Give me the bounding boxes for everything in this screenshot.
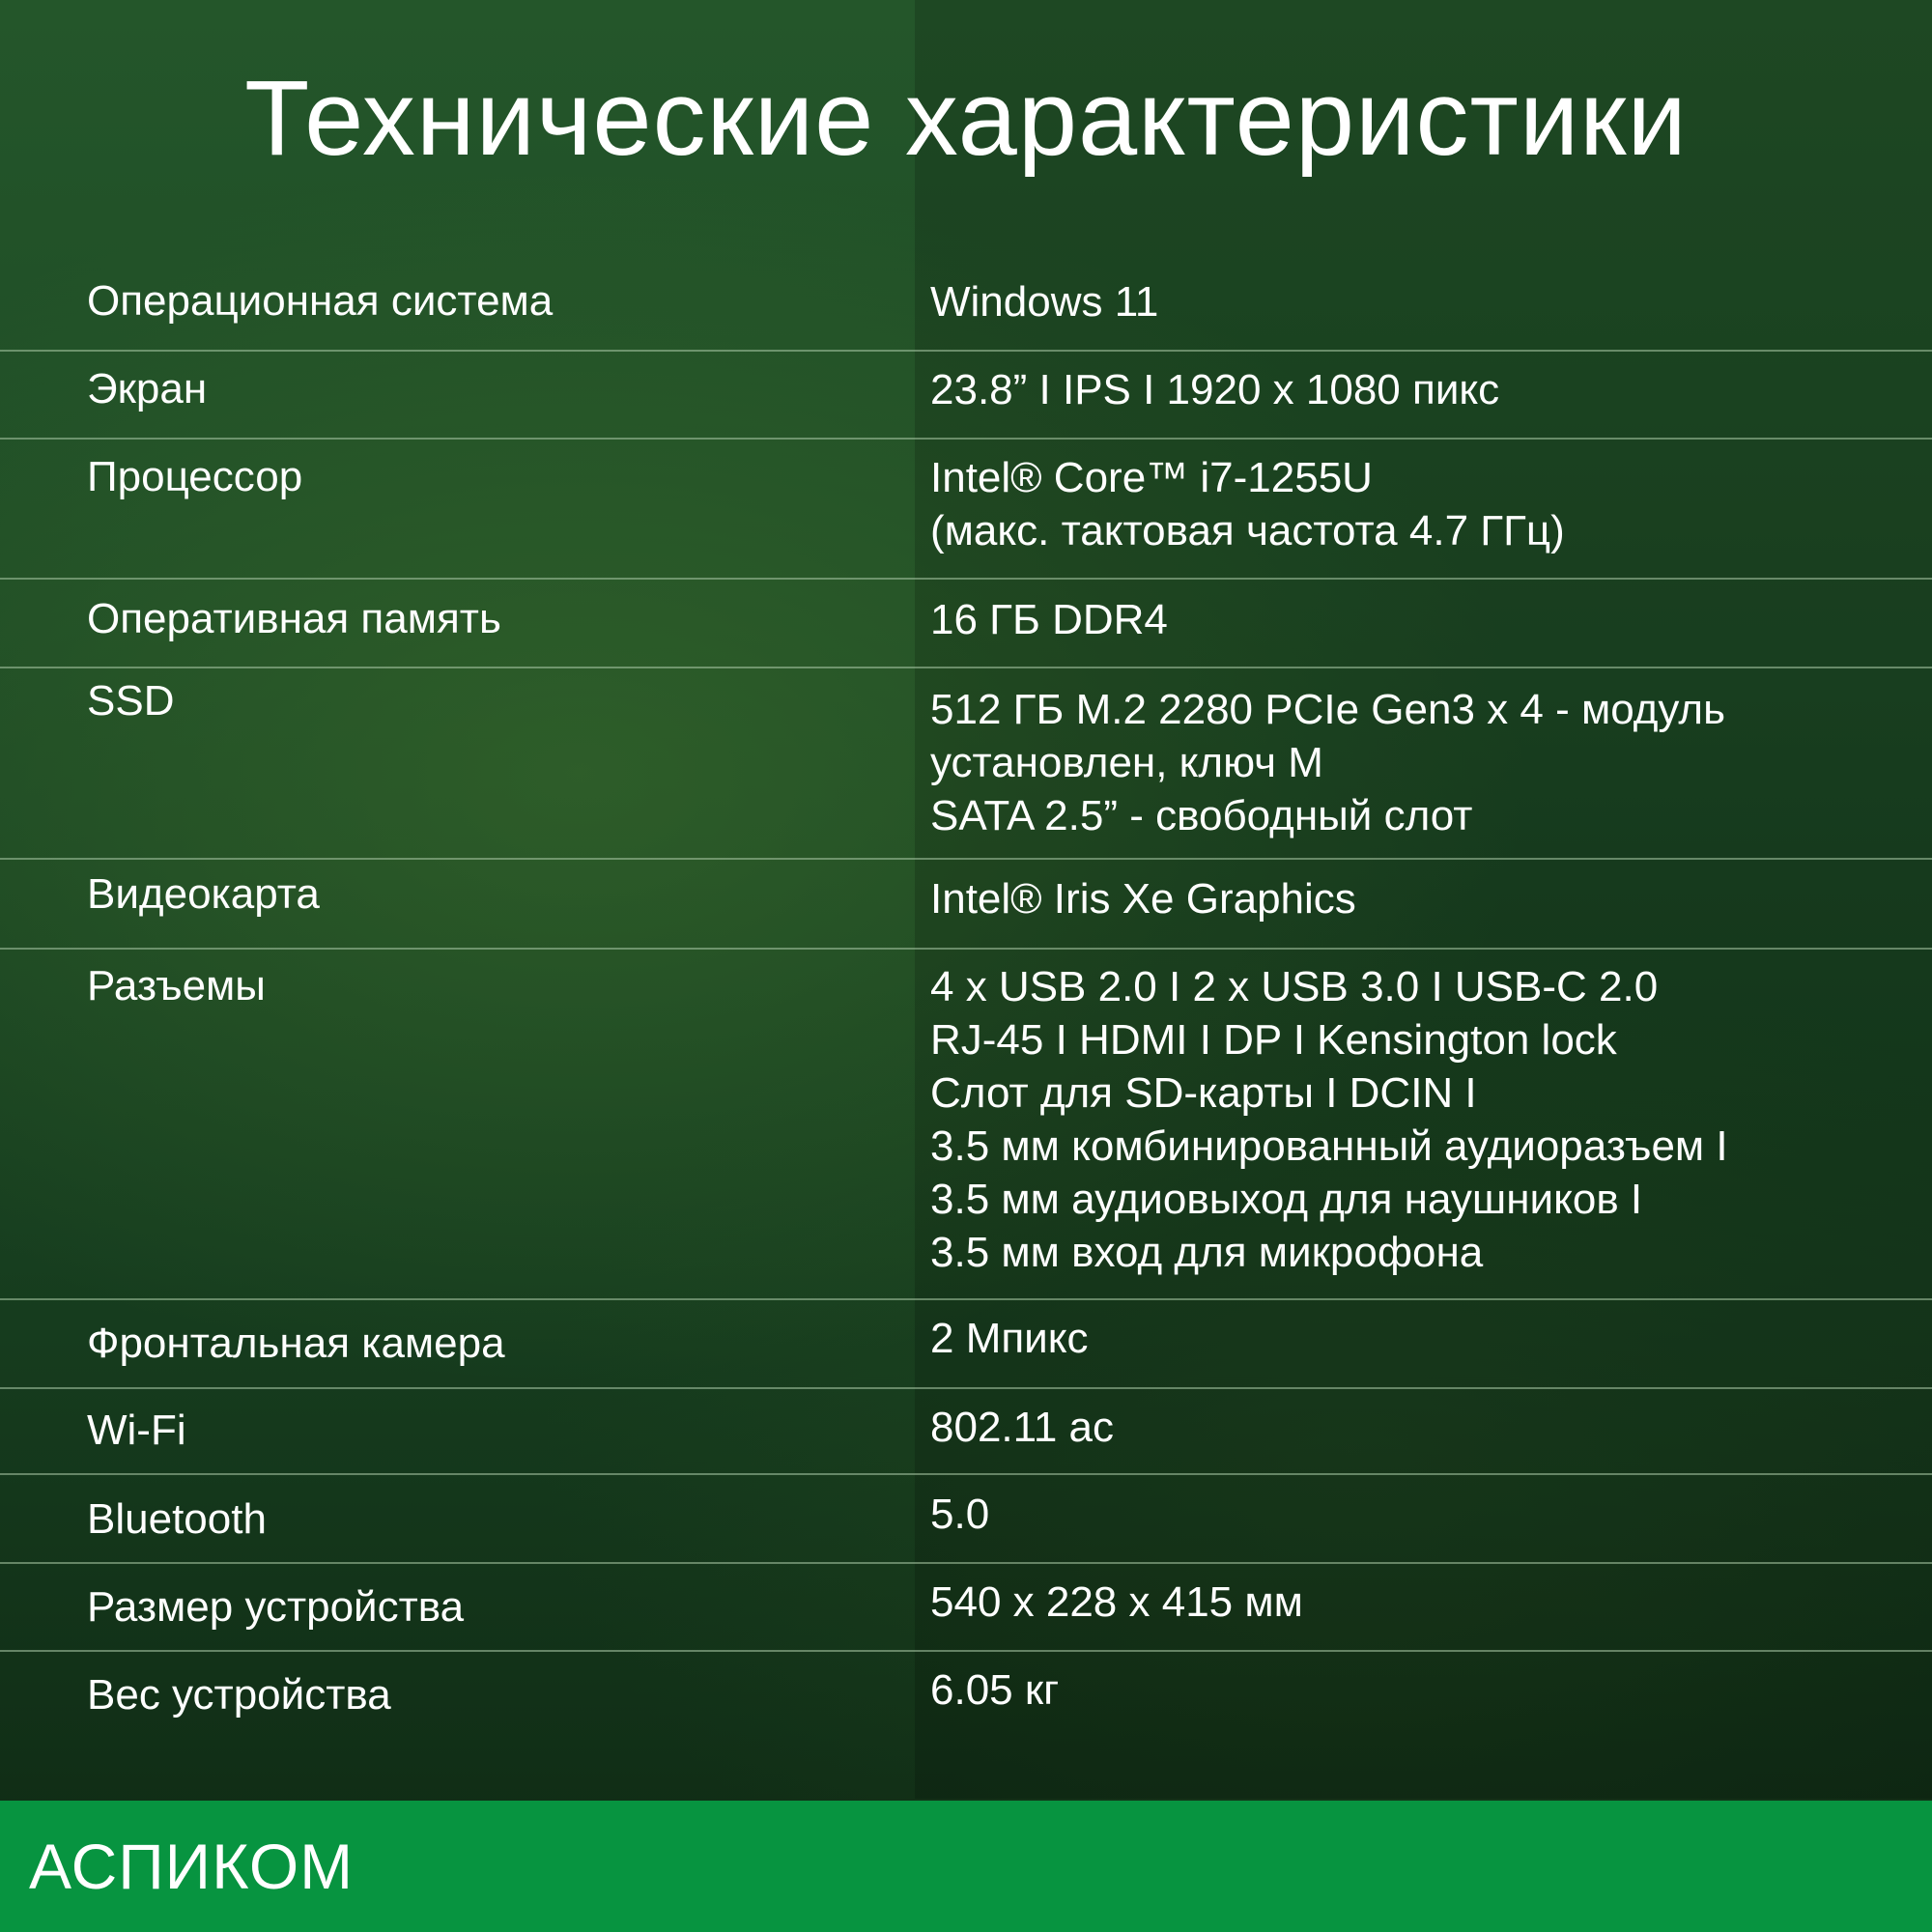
spec-value-line: 3.5 мм комбинированный аудиоразъем I [930, 1122, 1728, 1170]
spec-value-line: Слот для SD-карты I DCIN I [930, 1069, 1477, 1117]
spec-value-line: 6.05 кг [930, 1666, 1060, 1714]
spec-value-line: 2 Мпикс [930, 1315, 1089, 1362]
spec-value [930, 1401, 1114, 1454]
spec-value [930, 872, 1356, 925]
footer-bar [0, 1801, 1932, 1932]
spec-value-line: 5.0 [930, 1491, 990, 1538]
spec-value-line: установлен, ключ M [930, 739, 1323, 786]
spec-label: Bluetooth [87, 1495, 267, 1543]
spec-value-line: 16 ГБ DDR4 [930, 596, 1168, 643]
spec-value [930, 683, 1725, 842]
spec-value-line: 4 x USB 2.0 I 2 x USB 3.0 I USB-C 2.0 [930, 963, 1659, 1010]
spec-value [930, 1488, 989, 1541]
spec-label: Экран [87, 365, 208, 412]
spec-label: Размер устройства [87, 1583, 465, 1631]
spec-label: Операционная система [87, 277, 554, 325]
spec-value-line: 512 ГБ M.2 2280 PCIe Gen3 x 4 - модуль [930, 686, 1726, 733]
spec-label: Видеокарта [87, 870, 320, 918]
row-divider [0, 858, 1932, 860]
row-divider [0, 1298, 1932, 1300]
spec-value [930, 451, 1565, 557]
row-divider [0, 948, 1932, 950]
spec-value-line: 3.5 мм вход для микрофона [930, 1229, 1484, 1276]
spec-label: Wi-Fi [87, 1406, 186, 1454]
row-divider [0, 1473, 1932, 1475]
spec-value [930, 593, 1168, 646]
row-divider [0, 438, 1932, 440]
spec-label: SSD [87, 677, 175, 724]
row-divider [0, 350, 1932, 352]
spec-value [930, 275, 1158, 328]
spec-value-line: Intel® Iris Xe Graphics [930, 875, 1356, 923]
brand-logo-text: АСПИКОМ [29, 1831, 355, 1902]
spec-value [930, 1312, 1089, 1365]
page-title: Технические характеристики [244, 59, 1688, 178]
spec-value-line: 3.5 мм аудиовыход для наушников I [930, 1176, 1643, 1223]
row-divider [0, 1387, 1932, 1389]
spec-value-line: Intel® Core™ i7-1255U [930, 454, 1373, 501]
spec-value [930, 1576, 1303, 1629]
row-divider [0, 578, 1932, 580]
spec-label: Вес устройства [87, 1671, 391, 1719]
spec-label: Разъемы [87, 962, 266, 1009]
spec-label: Оперативная память [87, 595, 501, 642]
spec-value-line: 802.11 ac [930, 1404, 1115, 1451]
spec-value [930, 1663, 1059, 1717]
spec-label: Фронтальная камера [87, 1320, 505, 1367]
spec-label: Процессор [87, 453, 303, 500]
spec-value-line: 23.8” I IPS I 1920 x 1080 пикс [930, 366, 1500, 413]
spec-value-line: (макс. тактовая частота 4.7 ГГц) [930, 507, 1565, 554]
row-divider [0, 1562, 1932, 1564]
spec-value-line: 540 x 228 x 415 мм [930, 1578, 1303, 1626]
spec-value [930, 960, 1728, 1279]
row-divider [0, 667, 1932, 668]
spec-value-line: Windows 11 [930, 278, 1159, 326]
spec-value [930, 363, 1499, 416]
spec-value-line: SATA 2.5” - свободный слот [930, 792, 1473, 839]
row-divider [0, 1650, 1932, 1652]
spec-value-line: RJ-45 I HDMI I DP I Kensington lock [930, 1016, 1617, 1064]
